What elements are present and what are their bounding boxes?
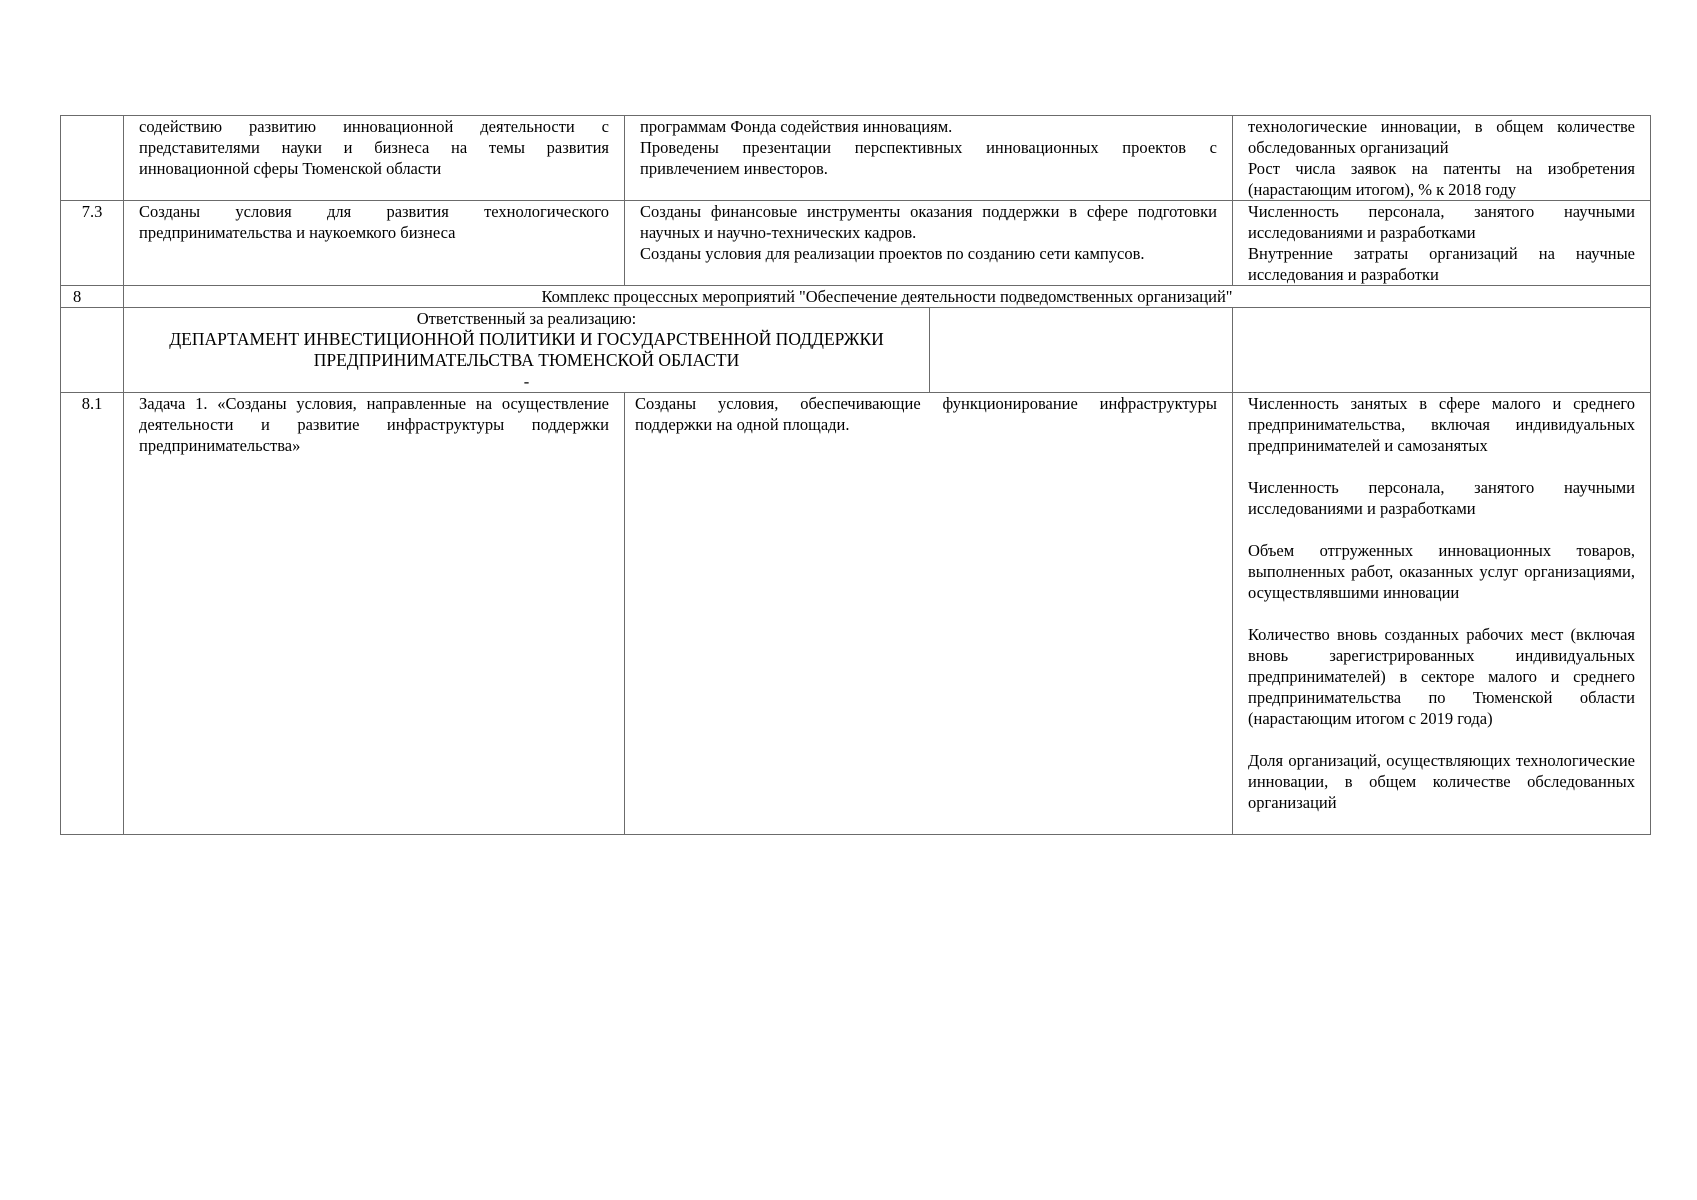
indicator-paragraph: Объем отгруженных инновационных товаров, выполненных работ, оказанных услуг организациями, осуществлявшими инновации	[1248, 541, 1635, 602]
row-number-cell: 8	[61, 286, 124, 308]
empty-cell	[1233, 308, 1651, 393]
row-number-cell: 8.1	[61, 393, 124, 835]
indicator-cell	[1233, 116, 1651, 201]
responsible-cell	[124, 308, 930, 393]
indicator-cell	[1233, 393, 1651, 835]
row-number-cell	[61, 308, 124, 393]
indicator-paragraph: Доля организаций, осуществляющих технологические инновации, в общем количестве обследованных организаций	[1248, 751, 1635, 812]
indicator-paragraph: Численность персонала, занятого научными исследованиями и разработками	[1248, 478, 1635, 518]
indicator-cell	[1233, 201, 1651, 286]
table-row-7-3	[61, 201, 1651, 286]
task-cell: Задача 1. «Созданы условия, направленные на осуществление деятельности и развитие инфраструктуры поддержки предпринимательства»	[124, 393, 625, 835]
responsible-label: Ответственный за реализацию:	[416, 309, 637, 328]
table-row-8-1	[61, 393, 1651, 835]
indicator-paragraph: Рост числа заявок на патенты на изобретения (нарастающим итогом), % к 2018 году	[1248, 159, 1635, 199]
result-paragraph: Созданы финансовые инструменты оказания поддержки в сфере подготовки научных и научно-технических кадров.	[640, 202, 1217, 242]
indicator-paragraph: Количество вновь созданных рабочих мест (включая вновь зарегистрированных индивидуальных предпринимателей) в секторе малого и среднего предпринимательства по Тюменской области (нарастающим итогом с 2019 года)	[1248, 625, 1635, 728]
department-name-line2: ПРЕДПРИНИМАТЕЛЬСТВА ТЮМЕНСКОЙ ОБЛАСТИ	[313, 350, 740, 370]
result-paragraph: программам Фонда содействия инновациям.	[640, 117, 953, 136]
result-cell	[625, 201, 1233, 286]
table-row-8	[61, 286, 1651, 308]
indicator-paragraph: Численность персонала, занятого научными исследованиями и разработками	[1248, 202, 1635, 242]
table-row-continued	[61, 116, 1651, 201]
indicator-paragraph: Численность занятых в сфере малого и среднего предпринимательства, включая индивидуальных предпринимателей и самозанятых	[1248, 394, 1635, 455]
table-row-responsible	[61, 308, 1651, 393]
department-name-line1: ДЕПАРТАМЕНТ ИНВЕСТИЦИОННОЙ ПОЛИТИКИ И ГОСУДАРСТВЕННОЙ ПОДДЕРЖКИ	[169, 329, 884, 349]
task-cell: Созданы условия для развития технологического предпринимательства и наукоемкого бизнеса	[124, 201, 625, 286]
indicator-paragraph: Внутренние затраты организаций на научные исследования и разработки	[1248, 244, 1635, 284]
result-cell: Созданы условия, обеспечивающие функционирование инфраструктуры поддержки на одной площади.	[625, 393, 1233, 835]
document-table	[60, 115, 1651, 835]
result-cell	[625, 116, 1233, 201]
responsible-dash: -	[523, 372, 530, 391]
row-number-cell	[61, 116, 124, 201]
empty-cell	[930, 308, 1233, 393]
result-paragraph: Проведены презентации перспективных инновационных проектов с привлечением инвесторов.	[640, 138, 1217, 178]
task-cell: содействию развитию инновационной деятельности с представителями науки и бизнеса на темы развития инновационной сферы Тюменской области	[124, 116, 625, 201]
section-title-cell: Комплекс процессных мероприятий "Обеспечение деятельности подведомственных организаций"	[124, 286, 1651, 308]
indicator-paragraph: технологические инновации, в общем количестве обследованных организаций	[1248, 117, 1635, 157]
result-paragraph: Созданы условия для реализации проектов по созданию сети кампусов.	[640, 244, 1145, 263]
row-number-cell: 7.3	[61, 201, 124, 286]
